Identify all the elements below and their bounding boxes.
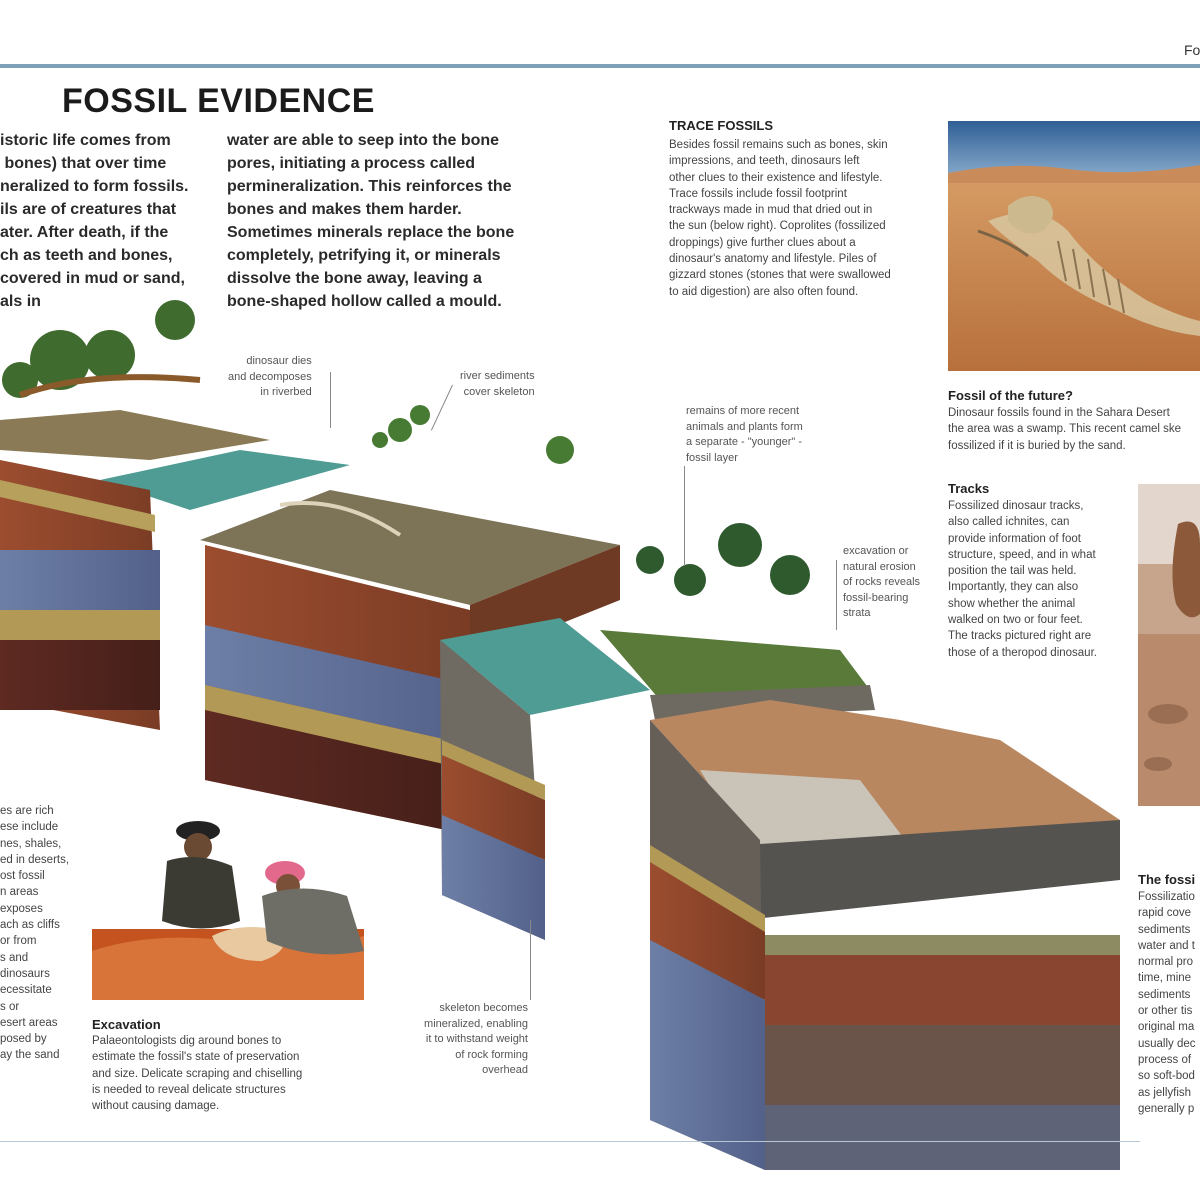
label-erosion: excavation or natural erosion of rocks reveals fossil-bearing strata	[843, 545, 921, 619]
trace-fossils-heading: TRACE FOSSILS	[669, 118, 774, 133]
rock-types-text: es are rich ese include nes, shales, ed in deserts, ost fossil n areas exposes ach as cliffs or from s and dinosaurs ecessitate s or esert areas posed by ay the sand	[0, 805, 70, 1062]
tracks-text: Fossilized dinosaur tracks, also called ichnites, can provide information of foot structure, speed, and in what position the tail was held. Importantly, they can also show whether the animal walked on two or four feet. The tracks pictured right are those of a theropod dinosaur.	[948, 500, 1097, 659]
label-river-sediments: river sediments cover skeleton	[460, 370, 535, 398]
page-top-margin	[0, 0, 1200, 62]
future-text: Dinosaur fossils found in the Sahara Desert the area was a swamp. This recent camel ske fossilized if it is buried by the sand.	[948, 407, 1182, 452]
label-skeleton-mineralized: skeleton becomes mineralized, enabling it to withstand weight of rock forming overhead	[424, 1002, 528, 1076]
fossilization-heading: The fossi	[1138, 872, 1196, 887]
label-dinosaur-dies: dinosaur dies and decomposes in riverbed	[228, 355, 312, 398]
excavation-heading: Excavation	[92, 1017, 161, 1032]
tracks-photo	[1138, 484, 1200, 806]
future-heading: Fossil of the future?	[948, 388, 1073, 403]
header-rule	[0, 64, 1200, 68]
page-title: FOSSIL EVIDENCE	[62, 82, 375, 120]
footer-rule	[0, 1141, 1140, 1142]
leader-dinosaur-dies	[330, 372, 331, 428]
excavation-text: Palaeontologists dig around bones to estimate the fossil's state of preservation and size. Delicate scraping and chiselling is needed to reveal delicate structures without causing damage.	[92, 1035, 303, 1113]
leader-erosion	[836, 560, 837, 630]
running-head: Fo	[1184, 42, 1200, 58]
label-younger-layer: remains of more recent animals and plants form a separate - "younger" - fossil layer	[686, 405, 803, 464]
strata-illustration	[0, 300, 1125, 1170]
leader-skeleton-mineralized	[530, 920, 531, 1000]
tracks-heading: Tracks	[948, 481, 990, 496]
fossilization-text: Fossilizatio rapid cove sediments water and t normal pro time, mine sediments or other tis original ma usually dec process of so soft-bod as jellyfish generally p	[1138, 891, 1196, 1115]
leader-younger-layer	[684, 466, 685, 566]
intro-column-2: water are able to seep into the bone pores, initiating a process called permineralization. This reinforces the bones and makes them harder. Sometimes minerals replace the bone completely, petrifying it, or minerals dissolve the bone away, leaving a bone-shaped hollow called a mould.	[227, 132, 515, 310]
intro-column-1: istoric life comes from bones) that over time neralized to form fossils. ils are of creatures that ater. After death, if the ch as teeth and bones, covered in mud or sand, als in	[0, 132, 189, 310]
trace-fossils-text: Besides fossil remains such as bones, skin impressions, and teeth, dinosaurs left other clues to their existence and lifestyle. Trace fossils include fossil footprint trackways made in mud that dried out in the sun (below right). Coprolites (fossilized droppings) give further clues about a dinosaur's anatomy and lifestyle. Piles of gizzard stones (stones that were swallowed to aid digestion) are also often found.	[669, 139, 891, 298]
